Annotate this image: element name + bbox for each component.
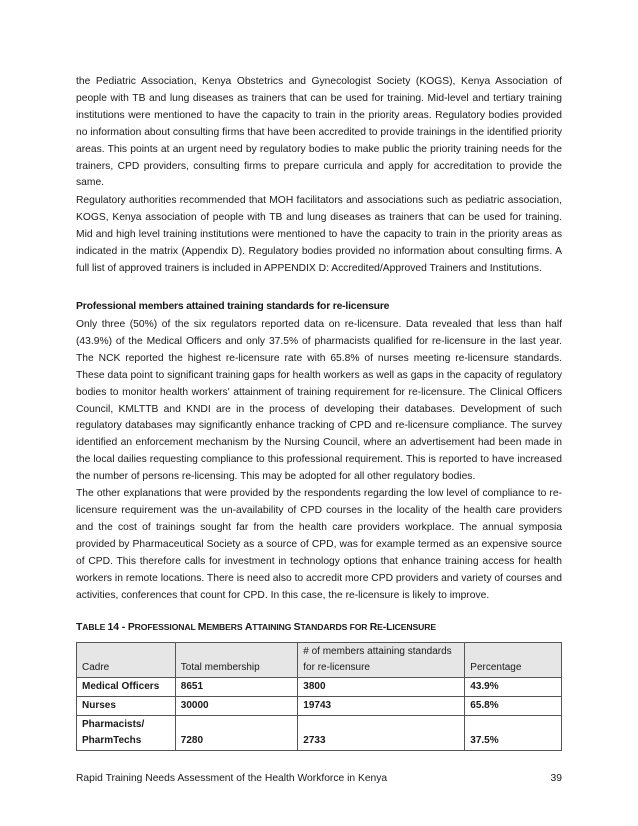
header-total-membership: Total membership [175,643,298,678]
cell-cadre: Pharmacists/ PharmTechs [77,716,176,751]
paragraph-relicensure-data: Only three (50%) of the six regulators reported data on re-licensure. Data revealed that less than half (43.9%) of the Medical Officers and only 37.5% of pharmacists qualified for re-licensure in the last year. The NCK reported the highest re-licensure rate with 65.8% of nurses meeting re-licensure standards. These data point to significant training gaps for health workers as well as gaps in the capacity of regulatory bodies to monitor health workers' attainment of training requirement for re-licensure. The Clinical Officers Council, KMLTTB and KNDI are in the process of developing their databases. Development of such regulatory databases may significantly enhance tracking of CPD and re-licensure compliance. The survey identified an enforcement mechanism by the Nursing Council, where an advertisement had been made in the local dailies requesting compliance to this professional requirement. This is reported to have increased the number of persons re-licensing. This may be adopted for all other regulatory bodies. [76,319,562,483]
cell-attaining: 2733 [298,716,465,751]
caption-part: M [197,622,207,633]
page-number: 39 [550,773,562,784]
caption-part: R [369,622,378,633]
paragraph-regulatory-recommendations: Regulatory authorities recommended that MOH facilitators and associations such as pediatric association, KOGS, Kenya association of people with TB and lung diseases as trainers that can be used for training. Mid and high level training institutions were mentioned to have the capacity to train in the priority areas as indicated in the matrix (Appendix D). Regulatory bodies provided no information about consulting firms. A full list of approved trainers is included in APPENDIX D: Accredited/Approved Trainers and Institutions. [76,195,562,274]
caption-part: ABLE [82,622,108,632]
caption-part: ROFESSIONAL [134,622,198,632]
table-row [77,697,562,716]
table-row [77,678,562,697]
cell-percentage: 43.9% [465,678,562,697]
caption-part: TTAINING [252,622,294,632]
header-percentage: Percentage [465,643,562,678]
cell-total: 8651 [175,678,298,697]
caption-part: S [293,622,301,633]
header-members-attaining: # of members attaining standards for re-licensure [298,643,465,678]
cell-attaining: 19743 [298,697,465,716]
cell-cadre: Nurses [77,697,176,716]
caption-part: EMBERS [206,622,245,632]
caption-part: TANDARDS FOR [300,622,370,632]
cell-cadre: Medical Officers [77,678,176,697]
cell-attaining: 3800 [298,678,465,697]
caption-part: T [76,622,83,633]
table-row [77,716,562,751]
paragraph-relicensure-block [76,317,562,604]
cell-total: 7280 [175,716,298,751]
caption-part: ICENSURE [392,622,436,632]
cell-percentage: 37.5% [465,716,562,751]
caption-part: 14 - P [107,622,135,633]
table-header-row [77,643,562,678]
cell-percentage: 65.8% [465,697,562,716]
paragraph-trainers-associations: the Pediatric Association, Kenya Obstetrics and Gynecologist Society (KOGS), Kenya Association of people with TB and lung diseases as trainers that can be used for training. Mid-level and tertiary training institutions were mentioned to have the capacity to train in the priority areas. Regulatory bodies provided no information about consulting firms that have been accredited to provide trainings in the identified priority areas. This points at an urgent need by regulatory bodies to make public the priority training needs for the trainers, CPD providers, consulting firms to prepare curricula and apply for accreditation to provide the same. [76,76,562,189]
paragraph-other-explanations: The other explanations that were provided by the respondents regarding the low level of compliance to re-licensure requirement was the un-availability of CPD courses in the locality of the health care providers and the cost of trainings sought far from the health care providers workplace. The annual symposia provided by Pharmaceutical Society as a source of CPD, was for example termed as an expensive source of CPD. This therefore calls for investment in technology options that enhance training access for health workers in remote locations. There is need also to accredit more CPD providers and variety of courses and activities, conferences that count for CPD. In this case, the re-licensure is likely to improve. [76,488,562,601]
relicensure-table [76,642,562,751]
footer-title: Rapid Training Needs Assessment of the Health Workforce in Kenya [76,773,388,784]
section-heading-relicensure: Professional members attained training standards for re-licensure [76,301,390,312]
cell-total: 30000 [175,697,298,716]
caption-part: A [244,622,253,633]
caption-part: -L [382,622,393,633]
header-cadre: Cadre [77,643,176,678]
caption-part: E [377,622,383,632]
table-caption [76,622,436,633]
